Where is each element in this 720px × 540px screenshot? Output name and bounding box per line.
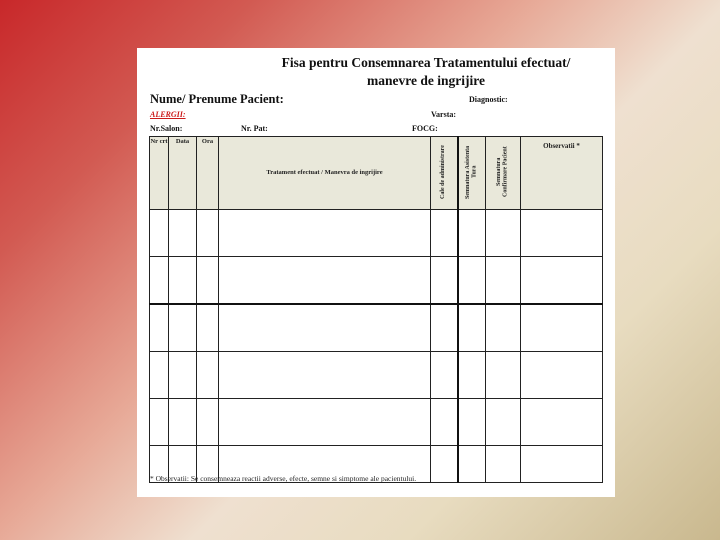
- cell-route[interactable]: [431, 257, 458, 305]
- header-patient-signature-text: Semnatura Confirmare Pacient: [496, 146, 509, 197]
- cell-route[interactable]: [431, 446, 458, 483]
- cell-patient-signature[interactable]: [486, 304, 521, 352]
- cell-treatment[interactable]: [219, 210, 431, 257]
- observations-footnote: * Observatii: Se consemneaza reactii adverse, efecte, semne si simptome ale pacientului.: [150, 474, 417, 483]
- cell-nurse-signature[interactable]: [458, 446, 486, 483]
- cell-treatment[interactable]: [219, 399, 431, 446]
- cell-observations[interactable]: [521, 257, 603, 305]
- cell-treatment[interactable]: [219, 257, 431, 305]
- cell-patient-signature[interactable]: [486, 352, 521, 399]
- cell-nr[interactable]: [150, 399, 169, 446]
- cell-hour[interactable]: [197, 352, 219, 399]
- table-row: [150, 210, 603, 257]
- table-row: [150, 304, 603, 352]
- header-nr: Nr crt: [150, 137, 169, 210]
- table-row: [150, 352, 603, 399]
- patient-name-label: Nume/ Prenume Pacient:: [150, 92, 284, 106]
- cell-route[interactable]: [431, 304, 458, 352]
- cell-patient-signature[interactable]: [486, 446, 521, 483]
- header-patient-signature: [486, 137, 521, 210]
- cell-date[interactable]: [169, 352, 197, 399]
- cell-date[interactable]: [169, 210, 197, 257]
- cell-hour[interactable]: [197, 210, 219, 257]
- cell-observations[interactable]: [521, 352, 603, 399]
- cell-route[interactable]: [431, 399, 458, 446]
- header-treatment: Tratament efectuat / Manevra de ingrijire: [219, 137, 431, 210]
- cell-nr[interactable]: [150, 257, 169, 305]
- cell-route[interactable]: [431, 352, 458, 399]
- cell-treatment[interactable]: [219, 304, 431, 352]
- cell-patient-signature[interactable]: [486, 399, 521, 446]
- treatment-form-sheet: [137, 48, 615, 497]
- age-label: Varsta:: [431, 110, 457, 119]
- cell-date[interactable]: [169, 399, 197, 446]
- header-nurse-signature-text: Semnatura Asistenta Tura: [465, 145, 478, 199]
- cell-patient-signature[interactable]: [486, 257, 521, 305]
- header-nurse-signature: [458, 137, 486, 210]
- diagnosis-label: Diagnostic:: [469, 95, 508, 104]
- bed-number-label: Nr. Pat:: [241, 124, 268, 133]
- table-row: [150, 257, 603, 305]
- treatment-table: [149, 136, 603, 483]
- focg-label: FOCG:: [412, 124, 438, 133]
- cell-date[interactable]: [169, 257, 197, 305]
- cell-nr[interactable]: [150, 304, 169, 352]
- allergy-label: ALERGII:: [150, 110, 186, 119]
- cell-nr[interactable]: [150, 352, 169, 399]
- header-date: Data: [169, 137, 197, 210]
- cell-nurse-signature[interactable]: [458, 257, 486, 305]
- cell-patient-signature[interactable]: [486, 210, 521, 257]
- cell-route[interactable]: [431, 210, 458, 257]
- cell-observations[interactable]: [521, 399, 603, 446]
- header-route: [431, 137, 458, 210]
- cell-date[interactable]: [169, 304, 197, 352]
- cell-nurse-signature[interactable]: [458, 399, 486, 446]
- cell-nurse-signature[interactable]: [458, 352, 486, 399]
- header-observations: Observatii *: [521, 137, 603, 210]
- room-number-label: Nr.Salon:: [150, 124, 183, 133]
- cell-nr[interactable]: [150, 210, 169, 257]
- header-hour: Ora: [197, 137, 219, 210]
- table-row: [150, 399, 603, 446]
- cell-treatment[interactable]: [219, 352, 431, 399]
- cell-nurse-signature[interactable]: [458, 304, 486, 352]
- cell-observations[interactable]: [521, 304, 603, 352]
- cell-observations[interactable]: [521, 446, 603, 483]
- header-route-text: Cale de administrare: [440, 144, 447, 199]
- cell-nurse-signature[interactable]: [458, 210, 486, 257]
- table-header-row: [150, 137, 603, 210]
- cell-hour[interactable]: [197, 257, 219, 305]
- form-title-line1: Fisa pentru Consemnarea Tratamentului efectuat/: [281, 55, 571, 70]
- form-title-line2: manevre de ingrijire: [367, 73, 485, 88]
- cell-hour[interactable]: [197, 399, 219, 446]
- cell-observations[interactable]: [521, 210, 603, 257]
- cell-hour[interactable]: [197, 304, 219, 352]
